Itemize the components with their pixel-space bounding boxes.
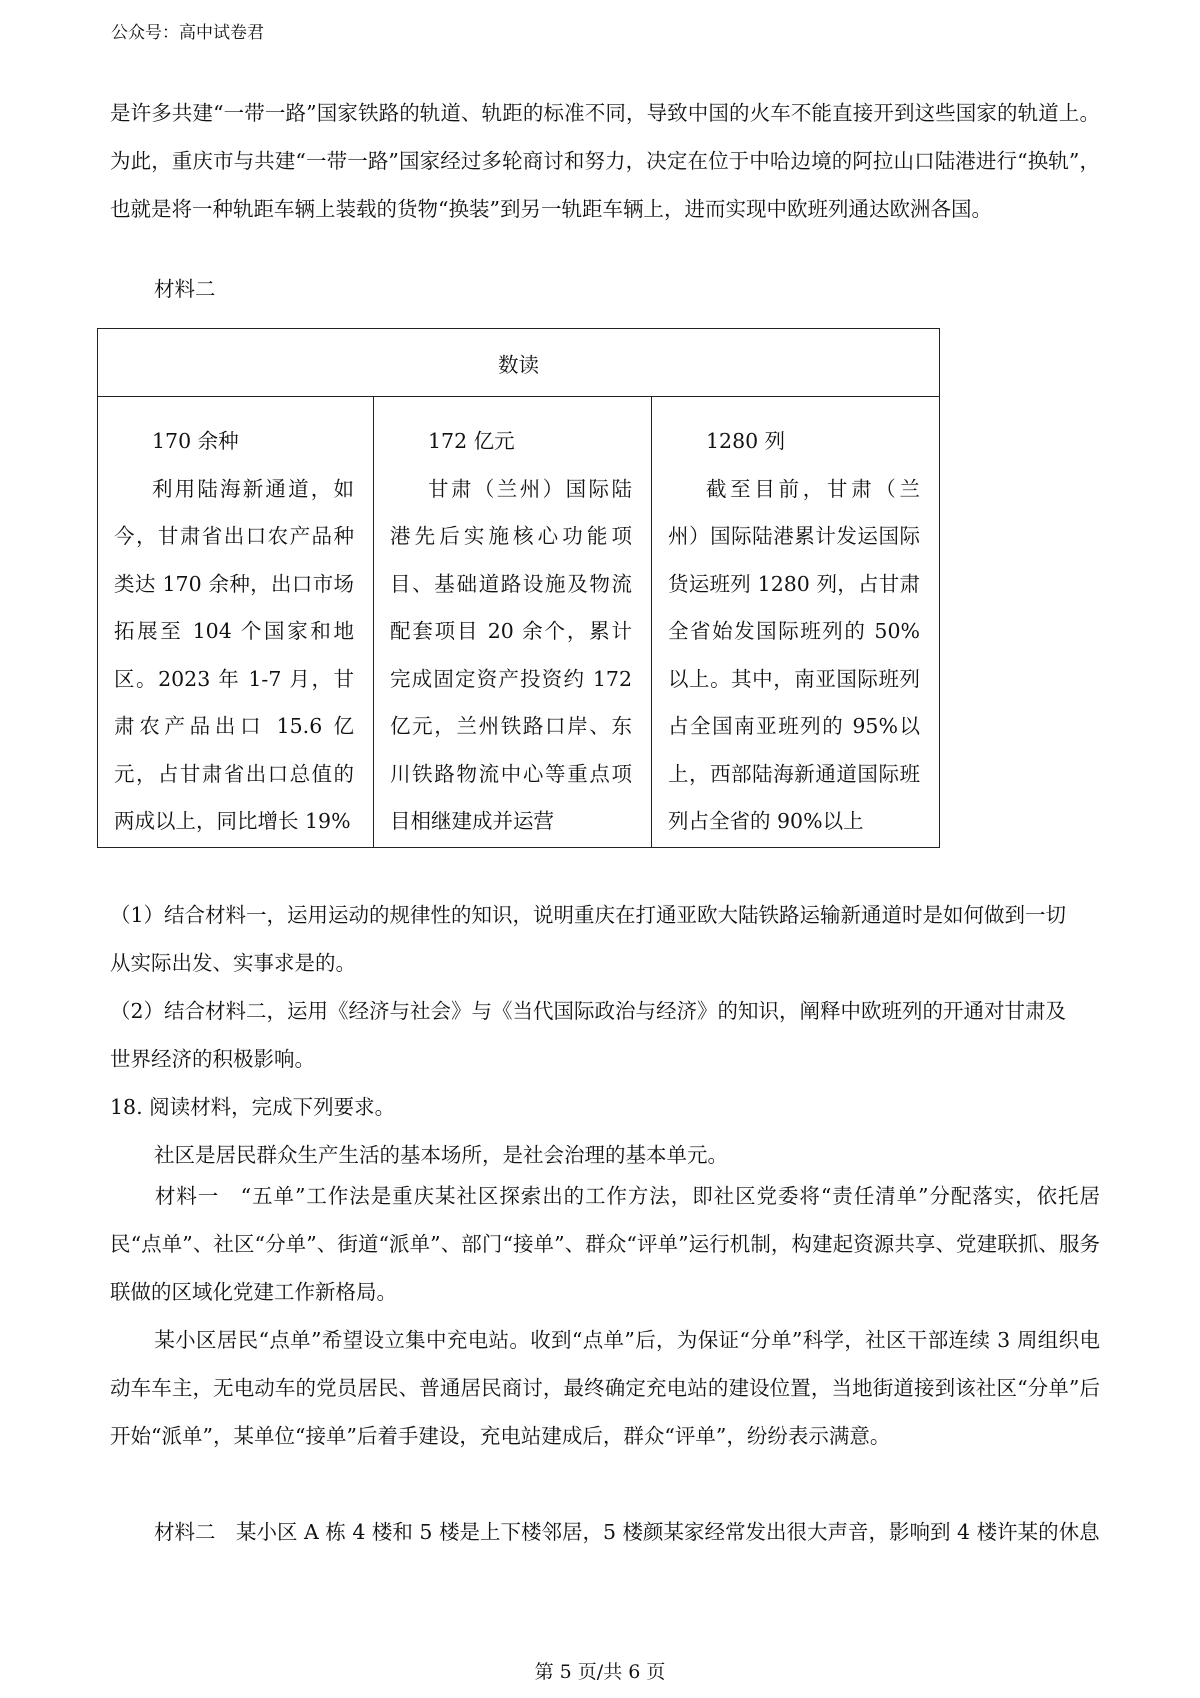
- column-heading: 1280 列: [706, 429, 786, 453]
- material2-label: 材料二: [154, 277, 216, 301]
- question-18-intro: 社区是居民群众生产生活的基本场所，是社会治理的基本单元。: [154, 1143, 728, 1167]
- column-body: 截至目前，甘肃（兰州）国际陆港累计发运国际货运班列 1280 列，占甘肃全省始发国际班列的 50%以上。其中，南亚国际班列占全国南亚班列的 95%以上，西部陆海新通道国际班列占全省的 90%以上: [668, 476, 920, 833]
- column-heading: 170 余种: [152, 429, 239, 453]
- question-2-line1: （2）结合材料二，运用《经济与社会》与《当代国际政治与经济》的知识，阐释中欧班列的开通对甘肃及: [110, 999, 1067, 1023]
- table-column: [374, 397, 652, 848]
- watermark-text: 公众号：高中试卷君: [111, 23, 264, 43]
- column-heading: 172 亿元: [428, 429, 515, 453]
- data-table: [97, 328, 940, 848]
- column-body: 甘肃（兰州）国际陆港先后实施核心功能项目、基础道路设施及物流配套项目 20 余个，累计完成固定资产投资约 172 亿元，兰州铁路口岸、东川铁路物流中心等重点项目相继建成并运营: [390, 476, 632, 833]
- question-2-line2: 世界经济的积极影响。: [110, 1047, 315, 1071]
- page-footer: 第 5 页/共 6 页: [534, 1661, 666, 1683]
- question-18-material1-example: 某小区居民“点单”希望设立集中充电站。收到“点单”后，为保证“分单”科学，社区干部连续 3 周组织电动车车主，无电动车的党员居民、普通居民商讨，最终确定充电站的建设位置，当地街道接到该社区“分单”后开始“派单”，某单位“接单”后着手建设，充电站建成后，群众“评单”，纷纷表示满意。: [110, 1328, 1100, 1448]
- question-18-material1: 材料一 “五单”工作法是重庆某社区探索出的工作方法，即社区党委将“责任清单”分配落实，依托居民“点单”、社区“分单”、街道“派单”、部门“接单”、群众“评单”运行机制，构建起资源共享、党建联抓、服务联做的区域化党建工作新格局。: [110, 1184, 1100, 1304]
- table-column: [652, 397, 940, 848]
- column-body: 利用陆海新通道，如今，甘肃省出口农产品种类达 170 余种，出口市场拓展至 104 个国家和地区。2023 年 1-7 月，甘肃农产品出口 15.6 亿元，占甘肃省出口总值的两成以上，同比增长 19%: [114, 476, 354, 833]
- intro-paragraph: 是许多共建“一带一路”国家铁路的轨道、轨距的标准不同，导致中国的火车不能直接开到这些国家的轨道上。为此，重庆市与共建“一带一路”国家经过多轮商讨和努力，决定在位于中哈边境的阿拉山口陆港进行“换轨”，也就是将一种轨距车辆上装载的货物“换装”到另一轨距车辆上，进而实现中欧班列通达欧洲各国。: [110, 101, 1100, 221]
- question-1-line2: 从实际出发、实事求是的。: [110, 951, 356, 975]
- table-title: 数读: [98, 329, 940, 397]
- question-1-line1: （1）结合材料一，运用运动的规律性的知识，说明重庆在打通亚欧大陆铁路运输新通道时是如何做到一切: [110, 903, 1067, 927]
- question-18-title: 18. 阅读材料，完成下列要求。: [110, 1095, 396, 1119]
- question-18-material2: 材料二 某小区 A 栋 4 楼和 5 楼是上下楼邻居，5 楼颜某家经常发出很大声音，影响到 4 楼许某的休息: [154, 1520, 1100, 1544]
- table-column: [98, 397, 374, 848]
